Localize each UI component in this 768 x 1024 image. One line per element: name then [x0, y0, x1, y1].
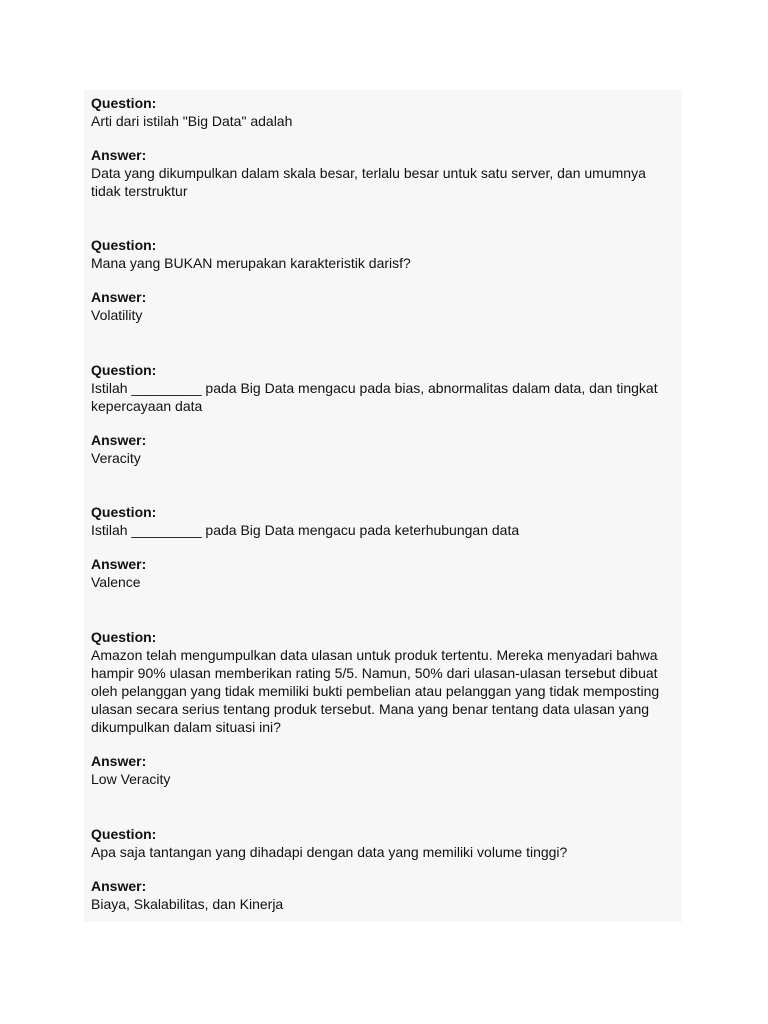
question-label: Question: — [91, 826, 157, 842]
answer-text: Veracity — [91, 450, 141, 466]
question-text: Amazon telah mengumpulkan data ulasan untuk produk tertentu. Mereka menyadari bahwa hampir 90% ulasan memberikan rating 5/5. Namun, 50% dari ulasan-ulasan tersebut dibuat oleh pelanggan yang tidak memiliki bukti pembelian atau pelanggan yang tidak memposting ulasan secara serius tentang produk tersebut. Mana yang benar tentang data ulasan yang dikumpulkan dalam situasi ini? — [91, 647, 660, 735]
answer-label: Answer: — [91, 289, 147, 305]
qa-item-4 — [91, 503, 671, 591]
question-text: Mana yang BUKAN merupakan karakteristik darisf? — [91, 255, 411, 271]
qa-item-2 — [91, 236, 671, 324]
qa-item-3 — [91, 361, 671, 467]
question-label: Question: — [91, 629, 157, 645]
answer-text: Volatility — [91, 307, 143, 323]
answer-text: Data yang dikumpulkan dalam skala besar, terlalu besar untuk satu server, dan umumnya tidak terstruktur — [91, 165, 646, 199]
answer-text: Valence — [91, 574, 141, 590]
question-label: Question: — [91, 237, 157, 253]
question-label: Question: — [91, 95, 157, 111]
question-text: Istilah _________ pada Big Data mengacu pada keterhubungan data — [91, 522, 520, 538]
answer-label: Answer: — [91, 432, 147, 448]
qa-item-1 — [91, 94, 671, 200]
answer-label: Answer: — [91, 753, 147, 769]
question-text: Apa saja tantangan yang dihadapi dengan data yang memiliki volume tinggi? — [91, 844, 568, 860]
question-text: Istilah _________ pada Big Data mengacu pada bias, abnormalitas dalam data, dan tingkat kepercayaan data — [91, 380, 658, 414]
answer-label: Answer: — [91, 878, 147, 894]
answer-label: Answer: — [91, 556, 147, 572]
question-label: Question: — [91, 504, 157, 520]
answer-text: Low Veracity — [91, 771, 171, 787]
answer-label: Answer: — [91, 147, 147, 163]
question-text: Arti dari istilah "Big Data" adalah — [91, 113, 293, 129]
answer-text: Biaya, Skalabilitas, dan Kinerja — [91, 896, 284, 912]
qa-item-5 — [91, 628, 671, 788]
question-label: Question: — [91, 362, 157, 378]
qa-item-6 — [91, 825, 671, 913]
